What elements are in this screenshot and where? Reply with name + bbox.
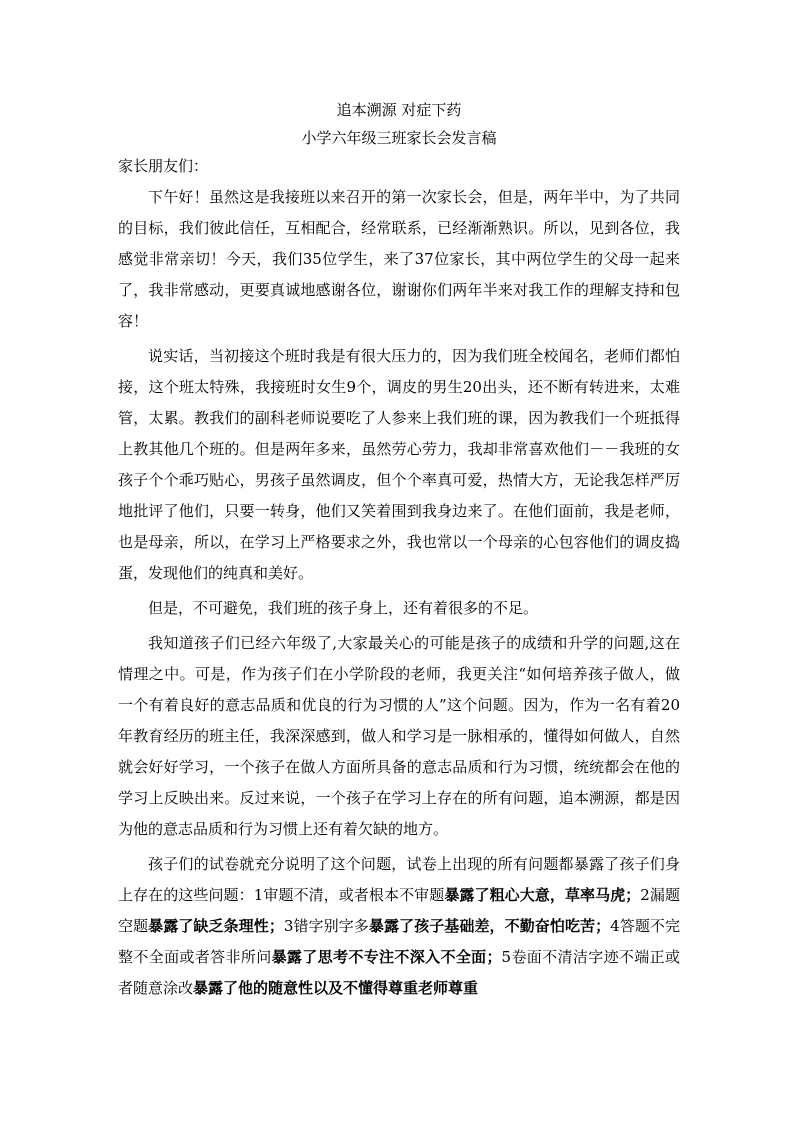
problem-5-diagnosis: 暴露了他的随意性以及不懂得尊重老师尊重 bbox=[193, 979, 479, 997]
document-page bbox=[118, 98, 680, 1004]
paragraph-exam-problems bbox=[118, 849, 680, 1004]
document-title: 追本溯源 对症下药 bbox=[336, 101, 462, 119]
problem-4-diagnosis: 暴露了思考不专注不深入不全面； bbox=[271, 948, 502, 966]
problem-3-diagnosis: 暴露了孩子基础差，不勤奋怕吃苦； bbox=[368, 917, 611, 935]
paragraph-greeting: 下午好！虽然这是我接班以来召开的第一次家长会，但是，两年半中，为了共同的目标，我们彼此信任，互相配合，经常联系，已经渐渐熟识。所以，见到各位，我感觉非常亲切！今天，我们35位学生，来了37位家长，其中两位学生的父母一起来了，我非常感动，更要真诚地感谢各位，谢谢你们两年半来对我工作的理解支持和包容！ bbox=[118, 188, 680, 330]
problem-1-text: 1审题不清，或者根本不审题 bbox=[253, 886, 445, 904]
problem-2-diagnosis: 暴露了缺乏条理性； bbox=[148, 917, 284, 935]
document-subtitle: 小学六年级三班家长会发言稿 bbox=[301, 129, 497, 147]
problem-5-text: 5卷面不清洁字迹不端正或者随意涂改 bbox=[118, 948, 680, 997]
problem-3-text: 3错字别字多 bbox=[283, 917, 369, 935]
problem-2-text: 2漏题空题 bbox=[118, 886, 681, 935]
problem-4-text: 4答题不完整不全面或者答非所问 bbox=[118, 917, 680, 966]
salutation: 家长朋友们： bbox=[118, 157, 209, 175]
problem-1-diagnosis: 暴露了粗心大意，草率马虎； bbox=[444, 886, 641, 904]
paragraph-shortcomings: 但是，不可避免，我们班的孩子身上，还有着很多的不足。 bbox=[148, 599, 539, 617]
paragraph-character-and-study: 我知道孩子们已经六年级了,大家最关心的可能是孩子的成绩和升学的问题,这在情理之中。可是，作为孩子们在小学阶段的老师，我更关注“如何培养孩子做人，做一个有着良好的意志品质和优良的行为习惯的人”这个问题。因为，作为一名有着20年教育经历的班主任，我深深感到，做人和学习是一脉相承的，懂得如何做人，自然就会好好学习，一个孩子在做人方面所具备的意志品质和行为习惯，统统都会在他的学习上反映出来。反过来说，一个孩子在学习上存在的所有问题，追本溯源，都是因为他的意志品质和行为习惯上还有着欠缺的地方。 bbox=[118, 634, 680, 838]
exam-problems-intro: 孩子们的试卷就充分说明了这个问题，试卷上出现的所有问题都暴露了孩子们身上存在的这些问题： bbox=[118, 855, 680, 904]
paragraph-class-background: 说实话，当初接这个班时我是有很大压力的，因为我们班全校闻名，老师们都怕接，这个班太特殊，我接班时女生9个，调皮的男生20出头，还不断有转进来，太难管，太累。教我们的副科老师说要吃了人参来上我们班的课，因为教我们一个班抵得上教其他几个班的。但是两年多来，虽然劳心劳力，我却非常喜欢他们－－我班的女孩子个个乖巧贴心，男孩子虽然调皮，但个个率真可爱，热情大方，无论我怎样严厉地批评了他们，只要一转身，他们又笑着围到我身边来了。在他们面前，我是老师，也是母亲，所以，在学习上严格要求之外，我也常以一个母亲的心包容他们的调皮捣蛋，发现他们的纯真和美好。 bbox=[118, 347, 680, 582]
